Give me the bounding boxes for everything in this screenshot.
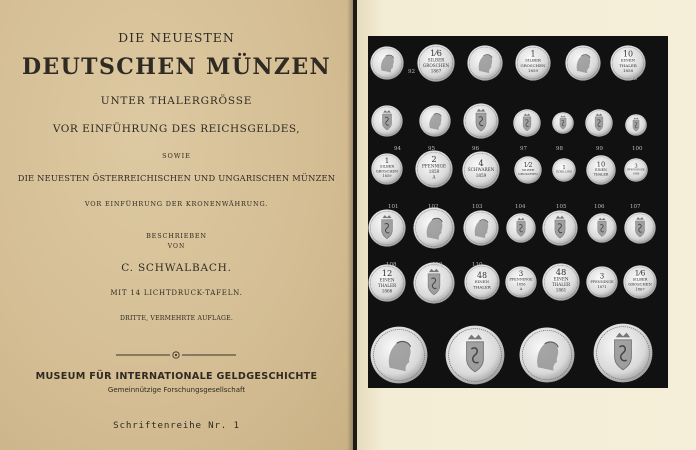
- coin-inscription: 1856: [516, 282, 526, 287]
- conjunction: SOWIE: [162, 152, 191, 160]
- coin-inscription: 48: [476, 271, 488, 281]
- coin-number-label: 104: [515, 204, 526, 210]
- coin-c-28: [413, 262, 455, 304]
- described-label: BESCHRIEBEN: [146, 232, 207, 240]
- coin-number-label: 99: [596, 146, 603, 152]
- coin-inscription: PFENNIGE: [422, 163, 446, 169]
- coin-c-37: [593, 323, 653, 383]
- coin-inscription: 3: [634, 163, 638, 170]
- coin-inscription: 1867: [430, 68, 442, 74]
- coin-number-label: 110: [472, 262, 483, 268]
- coin-inscription: 48: [555, 266, 567, 277]
- coin-number-label: 102: [428, 204, 439, 210]
- coin-inscription: EINEN: [379, 277, 395, 283]
- coin-t-32: [586, 266, 618, 298]
- coin-inscription: 1⁄2: [523, 161, 533, 169]
- coin-inscription: THALER: [593, 172, 609, 177]
- publisher-subtitle: Gemeinnützige Forschungsgesellschaft: [107, 386, 246, 394]
- coin-p-22: [463, 210, 499, 246]
- coin-c-24: [542, 210, 578, 246]
- coin-inscription: 1859: [382, 174, 392, 179]
- coin-inscription: A: [432, 174, 436, 180]
- subtitle-line-1: UNTER THALERGRÖSSE: [100, 95, 253, 107]
- coin-inscription: THALER: [377, 282, 397, 288]
- coin-inscription: GROSCHEN: [520, 62, 546, 68]
- coin-t-5: [610, 45, 646, 81]
- coin-number-label: 94: [394, 146, 401, 152]
- coin-t-15: [462, 151, 500, 189]
- coin-inscription: GROSCHEN: [518, 172, 538, 177]
- main-title: DEUTSCHEN MÜNZEN: [21, 54, 332, 80]
- plate-page: [357, 0, 696, 450]
- coin-inscription: EINEN: [595, 167, 607, 172]
- coin-number-label: 100: [632, 146, 643, 152]
- coin-p-4: [565, 45, 601, 81]
- coin-c-6: [371, 105, 403, 137]
- subtitle-line-3: DIE NEUESTEN ÖSTERREICHISCHEN UND UNGARISCHEN MÜNZEN: [17, 173, 336, 183]
- coin-inscription: 3: [599, 271, 605, 281]
- subtitle-line-2: VOR EINFÜHRUNG DES REICHSGELDES,: [52, 123, 301, 135]
- coin-t-16: [514, 156, 542, 184]
- coin-t-1: [417, 44, 455, 82]
- coin-inscription: 1⁄6: [634, 268, 646, 278]
- coin-number-label: 105: [556, 204, 567, 210]
- coin-c-25: [587, 213, 617, 243]
- coin-number-label: 96: [472, 146, 479, 152]
- publisher-name: MUSEUM FÜR INTERNATIONALE GELDGESCHICHTE: [35, 371, 318, 382]
- coin-t-13: [371, 153, 403, 185]
- coin-inscription: 12: [381, 267, 393, 278]
- coin-number-label: 107: [630, 204, 641, 210]
- coin-number-label: 106: [594, 204, 605, 210]
- coin-inscription: 1871: [597, 284, 607, 289]
- coin-number-label: 98: [556, 146, 563, 152]
- coin-number-label: 109: [432, 262, 443, 268]
- coin-c-11: [585, 109, 613, 137]
- coin-t-27: [368, 264, 406, 302]
- coin-number-label: 92: [408, 69, 415, 75]
- coin-t-18: [586, 155, 616, 185]
- coin-t-19: [624, 158, 648, 182]
- coin-inscription: SCHILLING: [555, 170, 573, 174]
- coin-p-2: [467, 45, 503, 81]
- coin-inscription: PFENNINGE: [590, 279, 614, 284]
- coin-c-8: [463, 103, 499, 139]
- coin-inscription: 1858: [622, 68, 634, 74]
- coin-inscription: SILBER: [525, 57, 541, 63]
- coin-inscription: GROSCHEN: [628, 282, 652, 287]
- coin-inscription: 1: [384, 156, 390, 166]
- title-line-1: DIE NEUESTEN: [118, 30, 235, 45]
- coin-number-label: 97: [520, 146, 527, 152]
- coin-t-14: [415, 150, 453, 188]
- coin-inscription: PFENNINGE: [627, 168, 645, 172]
- coin-inscription: 10: [622, 49, 634, 59]
- coin-t-31: [542, 263, 580, 301]
- author-name: C. SCHWALBACH.: [121, 262, 232, 274]
- coin-t-30: [505, 266, 537, 298]
- coin-inscription: 1⁄6: [429, 47, 443, 58]
- coin-p-21: [413, 207, 455, 249]
- coin-t-17: [552, 158, 576, 182]
- coin-c-10: [552, 112, 574, 134]
- coin-t-3: [515, 45, 551, 81]
- ornament-divider: [116, 349, 236, 361]
- coin-c-9: [513, 109, 541, 137]
- coin-inscription: SCHWAREN: [467, 167, 495, 173]
- coin-p-0: [370, 46, 404, 80]
- coin-inscription: 1: [530, 49, 536, 59]
- coin-c-20: [368, 209, 406, 247]
- coin-inscription: A: [519, 287, 523, 292]
- coin-inscription: 1859: [527, 68, 539, 74]
- plates-note: MIT 14 LICHTDRUCK-TAFELN.: [110, 289, 243, 297]
- coin-inscription: 1: [562, 165, 566, 172]
- coin-p-36: [519, 327, 575, 383]
- coin-inscription: 1859: [428, 168, 440, 174]
- coin-t-33: [623, 265, 657, 299]
- coin-number-label: 108: [386, 262, 397, 268]
- coin-inscription: 3: [518, 269, 524, 279]
- coin-inscription: SILBER: [427, 57, 445, 63]
- coin-plate: [368, 36, 668, 388]
- series-number: Schriftenreihe Nr. 1: [113, 420, 240, 431]
- coin-number-label: 95: [428, 146, 435, 152]
- coin-inscription: EINEN: [553, 276, 569, 282]
- coin-inscription: GROSCHEN: [375, 169, 399, 174]
- coin-t-29: [464, 264, 500, 300]
- coin-inscription: PFENNINGE: [509, 277, 533, 282]
- coin-inscription: 4: [478, 157, 484, 168]
- coin-inscription: 1859: [475, 172, 487, 178]
- edition-note: DRITTE, VERMEHRTE AUFLAGE.: [119, 315, 234, 322]
- coin-number-label: 103: [472, 204, 483, 210]
- coin-inscription: GROSCHEN: [422, 62, 450, 68]
- coin-c-23: [506, 213, 536, 243]
- coin-inscription: 1861: [555, 287, 567, 293]
- coin-number-label: 93: [630, 76, 637, 82]
- coin-inscription: 1867: [635, 287, 645, 292]
- subtitle-line-4: VOR EINFÜHRUNG DER KRONENWÄHRUNG.: [84, 200, 269, 208]
- coin-c-35: [445, 325, 505, 385]
- coin-inscription: SILBER: [521, 167, 535, 172]
- by-label: VON: [167, 243, 186, 250]
- coin-p-7: [419, 105, 451, 137]
- coin-inscription: EINEN: [474, 279, 490, 285]
- coin-inscription: EINEN: [620, 57, 636, 63]
- coin-inscription: THALER: [473, 284, 491, 290]
- coin-inscription: SILBER: [632, 277, 648, 282]
- coin-inscription: 1866: [381, 288, 393, 294]
- coin-inscription: THALER: [619, 62, 637, 68]
- coin-inscription: THALER: [551, 281, 571, 287]
- coin-inscription: 10: [596, 160, 606, 169]
- coin-number-label: 101: [388, 204, 399, 210]
- coin-c-12: [625, 114, 647, 136]
- coin-inscription: SILBER: [380, 164, 394, 169]
- coin-inscription: 2: [431, 153, 437, 164]
- coin-inscription: 1866: [632, 172, 640, 176]
- coin-c-26: [624, 212, 656, 244]
- coin-p-34: [370, 326, 428, 384]
